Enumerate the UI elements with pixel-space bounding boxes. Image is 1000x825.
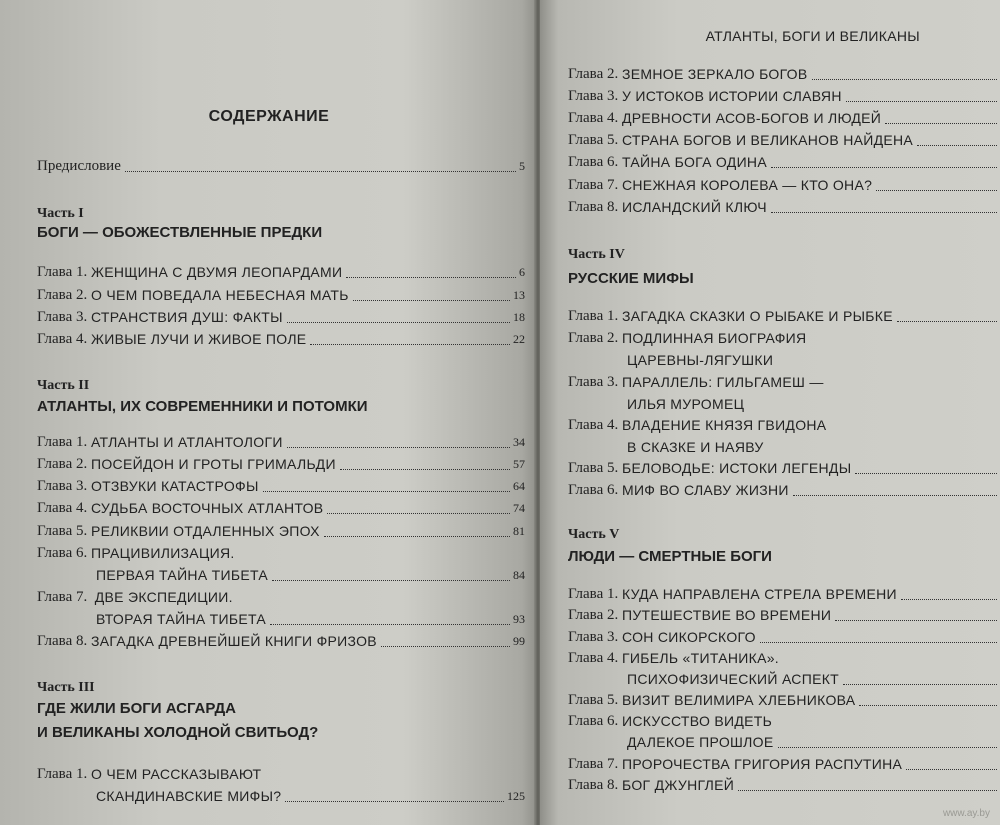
leader-dots: [287, 447, 510, 448]
running-head: АТЛАНТЫ, БОГИ И ВЕЛИКАНЫ: [705, 28, 920, 44]
chapter-title: ПАРАЛЛЕЛЬ: ГИЛЬГАМЕШ —: [621, 374, 824, 390]
chapter-title-cont: СКАНДИНАВСКИЕ МИФЫ?: [96, 788, 282, 804]
leader-dots: [327, 513, 510, 514]
leader-dots: [885, 123, 997, 124]
toc-entry: [568, 130, 1000, 150]
chapter-title: СОН СИКОРСКОГО: [621, 629, 756, 645]
toc-entry: [568, 754, 1000, 774]
leader-dots: [897, 321, 997, 322]
chapter-title: РЕЛИКВИИ ОТДАЛЕННЫХ ЭПОХ: [90, 523, 320, 539]
leader-dots: [310, 344, 510, 345]
toc-entry: [37, 498, 525, 518]
toc-entry: [568, 108, 1000, 128]
chapter-title: ГИБЕЛЬ «ТИТАНИКА».: [621, 650, 779, 666]
entry-label: Глава 8.: [568, 777, 619, 793]
entry-label: Глава 3.: [568, 629, 619, 645]
chapter-title: ПОДЛИННАЯ БИОГРАФИЯ: [621, 330, 807, 346]
toc-entry: [568, 458, 1000, 478]
leader-dots: [906, 769, 997, 770]
part-title: АТЛАНТЫ, ИХ СОВРЕМЕННИКИ И ПОТОМКИ: [37, 398, 368, 415]
entry-label: Глава 2.: [568, 607, 619, 623]
entry-label: Глава 3.: [37, 309, 88, 325]
entry-label: Глава 3.: [568, 374, 619, 390]
part-title: ГДЕ ЖИЛИ БОГИ АСГАРДА: [37, 700, 236, 717]
chapter-title-cont: ДАЛЕКОЕ ПРОШЛОЕ: [627, 734, 774, 750]
entry-label: Глава 3.: [37, 478, 88, 494]
entry-label: Глава 5.: [568, 692, 619, 708]
leader-dots: [859, 705, 997, 706]
entry-label: Глава 8.: [37, 633, 88, 649]
chapter-title: ТАЙНА БОГА ОДИНА: [621, 154, 767, 170]
leader-dots: [876, 190, 997, 191]
leader-dots: [381, 646, 510, 647]
toc-entry-continued: [37, 609, 525, 629]
entry-label: Глава 2.: [37, 287, 88, 303]
leader-dots: [353, 300, 510, 301]
toc-entry: [568, 64, 1000, 84]
leader-dots: [855, 473, 997, 474]
chapter-title: КУДА НАПРАВЛЕНА СТРЕЛА ВРЕМЕНИ: [621, 586, 897, 602]
chapter-title: СТРАНА БОГОВ И ВЕЛИКАНОВ НАЙДЕНА: [621, 132, 914, 148]
chapter-title: МИФ ВО СЛАВУ ЖИЗНИ: [621, 482, 789, 498]
leader-dots: [340, 469, 510, 470]
entry-label: Глава 3.: [568, 88, 619, 104]
part-title: ЛЮДИ — СМЕРТНЫЕ БОГИ: [568, 548, 772, 565]
entry-label: Глава 4.: [568, 417, 619, 433]
chapter-title: ЗАГАДКА ДРЕВНЕЙШЕЙ КНИГИ ФРИЗОВ: [90, 633, 377, 649]
entry-label: Глава 6.: [37, 545, 88, 561]
toc-entry: [37, 307, 525, 327]
toc-entry: [37, 285, 525, 305]
toc-entry: [37, 587, 525, 607]
toc-entry: [568, 711, 1000, 731]
toc-entry-continued: [37, 565, 525, 585]
chapter-title: ПРАЦИВИЛИЗАЦИЯ.: [90, 545, 235, 561]
chapter-title: ПУТЕШЕСТВИЕ ВО ВРЕМЕНИ: [621, 607, 832, 623]
part-title: БОГИ — ОБОЖЕСТВЛЕННЫЕ ПРЕДКИ: [37, 224, 323, 241]
entry-label: Глава 2.: [37, 456, 88, 472]
chapter-title: ВИЗИТ ВЕЛИМИРА ХЛЕБНИКОВА: [621, 692, 856, 708]
toc-entry: [37, 329, 525, 349]
leader-dots: [771, 212, 997, 213]
chapter-title: О ЧЕМ ПОВЕДАЛА НЕБЕСНАЯ МАТЬ: [90, 287, 349, 303]
page-number: 22: [513, 332, 525, 346]
toc-entry: [568, 197, 1000, 217]
toc-entry: [568, 584, 1000, 604]
chapter-title: БЕЛОВОДЬЕ: ИСТОКИ ЛЕГЕНДЫ: [621, 460, 852, 476]
toc-entry: [37, 476, 525, 496]
chapter-title: ДВЕ ЭКСПЕДИЦИИ.: [94, 589, 233, 605]
page-number: 64: [513, 479, 525, 493]
entry-label: Глава 2.: [568, 330, 619, 346]
toc-entry: [37, 262, 525, 282]
entry-label: Глава 7.: [37, 589, 88, 605]
chapter-title: СНЕЖНАЯ КОРОЛЕВА — КТО ОНА?: [621, 177, 873, 193]
toc-entry: [568, 480, 1000, 500]
chapter-title: ЖЕНЩИНА С ДВУМЯ ЛЕОПАРДАМИ: [90, 264, 343, 280]
entry-label: Глава 1.: [568, 586, 619, 602]
chapter-title: ВЛАДЕНИЕ КНЯЗЯ ГВИДОНА: [621, 417, 827, 433]
entry-label: Глава 2.: [568, 66, 619, 82]
watermark: www.ay.by: [942, 808, 990, 819]
entry-label: Глава 7.: [568, 177, 619, 193]
part-heading: Часть III: [37, 680, 95, 695]
chapter-title-cont: ПЕРВАЯ ТАЙНА ТИБЕТА: [96, 567, 269, 583]
page-number: 84: [513, 568, 525, 582]
leader-dots: [793, 495, 997, 496]
chapter-title-cont: ПСИХОФИЗИЧЕСКИЙ АСПЕКТ: [627, 671, 840, 687]
leader-dots: [287, 322, 510, 323]
entry-label: Глава 6.: [568, 482, 619, 498]
entry-label: Глава 5.: [568, 460, 619, 476]
leader-dots: [846, 101, 997, 102]
entry-label: Глава 4.: [37, 500, 88, 516]
entry-label: Глава 1.: [37, 434, 88, 450]
entry-label: Глава 8.: [568, 199, 619, 215]
page-number: 125: [507, 789, 525, 803]
leader-dots: [285, 801, 504, 802]
chapter-title: ЗЕМНОЕ ЗЕРКАЛО БОГОВ: [621, 66, 808, 82]
page-number: 93: [513, 612, 525, 626]
chapter-title: СУДЬБА ВОСТОЧНЫХ АТЛАНТОВ: [90, 500, 324, 516]
page-number: 34: [513, 435, 525, 449]
contents-title: СОДЕРЖАНИЕ: [208, 108, 330, 125]
chapter-title: ПОСЕЙДОН И ГРОТЫ ГРИМАЛЬДИ: [90, 456, 336, 472]
entry-label: Глава 7.: [568, 756, 619, 772]
toc-entry: [37, 543, 525, 563]
page-number: 99: [513, 634, 525, 648]
entry-label: Глава 5.: [568, 132, 619, 148]
entry-label: Глава 1.: [37, 264, 88, 280]
chapter-title: О ЧЕМ РАССКАЗЫВАЮТ: [90, 766, 262, 782]
page-number: 6: [519, 265, 525, 279]
leader-dots: [835, 620, 997, 621]
entry-label: Глава 6.: [568, 713, 619, 729]
toc-entry-continued: [568, 437, 1000, 457]
entry-label: Глава 4.: [37, 331, 88, 347]
toc-entry-continued: [568, 669, 1000, 689]
toc-entry: [568, 648, 1000, 668]
toc-entry: [568, 152, 1000, 172]
toc-entry: [568, 415, 1000, 435]
toc-entry: [568, 175, 1000, 195]
part-title: РУССКИЕ МИФЫ: [568, 270, 694, 287]
toc-entry: [568, 605, 1000, 625]
toc-entry-continued: [568, 394, 1000, 414]
leader-dots: [346, 277, 516, 278]
chapter-title: СТРАНСТВИЯ ДУШ: ФАКТЫ: [90, 309, 283, 325]
page-number: 74: [513, 501, 525, 515]
chapter-title: ИСЛАНДСКИЙ КЛЮЧ: [621, 199, 767, 215]
page-number: 18: [513, 310, 525, 324]
part-heading: Часть IV: [568, 247, 625, 262]
toc-entry: [37, 432, 525, 452]
leader-dots: [901, 599, 997, 600]
toc-entry-preface: [37, 156, 525, 176]
chapter-title: ИСКУССТВО ВИДЕТЬ: [621, 713, 773, 729]
toc-entry: [37, 521, 525, 541]
entry-label: Глава 5.: [37, 523, 88, 539]
part-title-line2: И ВЕЛИКАНЫ ХОЛОДНОЙ СВИТЬОД?: [37, 724, 319, 741]
leader-dots: [270, 624, 510, 625]
chapter-title-cont: В СКАЗКЕ И НАЯВУ: [627, 439, 764, 455]
chapter-title: ОТЗВУКИ КАТАСТРОФЫ: [90, 478, 259, 494]
entry-label: Глава 4.: [568, 110, 619, 126]
part-heading: Часть II: [37, 378, 90, 393]
page-number: 5: [519, 159, 525, 173]
toc-entry: [568, 775, 1000, 795]
page-number: 81: [513, 524, 525, 538]
toc-entry: [568, 690, 1000, 710]
leader-dots: [760, 642, 997, 643]
part-heading: Часть V: [568, 527, 620, 542]
right-page: [540, 0, 1000, 825]
leader-dots: [125, 171, 516, 172]
chapter-title: У ИСТОКОВ ИСТОРИИ СЛАВЯН: [621, 88, 842, 104]
leader-dots: [272, 580, 510, 581]
entry-label: Глава 1.: [37, 766, 88, 782]
chapter-title: ЗАГАДКА СКАЗКИ О РЫБАКЕ И РЫБКЕ: [621, 308, 893, 324]
leader-dots: [771, 167, 997, 168]
entry-label: Глава 1.: [568, 308, 619, 324]
leader-dots: [917, 145, 997, 146]
toc-entry: [568, 627, 1000, 647]
toc-entry: [37, 454, 525, 474]
leader-dots: [324, 536, 510, 537]
part-heading: Часть I: [37, 206, 84, 221]
chapter-title: ДРЕВНОСТИ АСОВ-БОГОВ И ЛЮДЕЙ: [621, 110, 882, 126]
entry-label: Предисловие: [37, 158, 121, 174]
toc-entry-continued: [568, 350, 1000, 370]
toc-entry-continued: [568, 732, 1000, 752]
toc-entry: [568, 372, 1000, 392]
page-number: 57: [513, 457, 525, 471]
leader-dots: [843, 684, 997, 685]
chapter-title: ПРОРОЧЕСТВА ГРИГОРИЯ РАСПУТИНА: [621, 756, 903, 772]
leader-dots: [778, 747, 998, 748]
chapter-title: БОГ ДЖУНГЛЕЙ: [621, 777, 735, 793]
toc-entry-continued: [37, 786, 525, 806]
toc-entry: [568, 306, 1000, 326]
entry-label: Глава 4.: [568, 650, 619, 666]
toc-entry: [37, 631, 525, 651]
chapter-title-cont: ВТОРАЯ ТАЙНА ТИБЕТА: [96, 611, 267, 627]
chapter-title: ЖИВЫЕ ЛУЧИ И ЖИВОЕ ПОЛЕ: [90, 331, 307, 347]
chapter-title-cont: ЦАРЕВНЫ-ЛЯГУШКИ: [627, 352, 774, 368]
leader-dots: [263, 491, 510, 492]
leader-dots: [812, 79, 997, 80]
toc-entry: [37, 764, 525, 784]
chapter-title-cont: ИЛЬЯ МУРОМЕЦ: [627, 396, 745, 412]
toc-entry: [568, 328, 1000, 348]
page-number: 13: [513, 288, 525, 302]
leader-dots: [738, 790, 997, 791]
entry-label: Глава 6.: [568, 154, 619, 170]
toc-entry: [568, 86, 1000, 106]
chapter-title: АТЛАНТЫ И АТЛАНТОЛОГИ: [90, 434, 283, 450]
